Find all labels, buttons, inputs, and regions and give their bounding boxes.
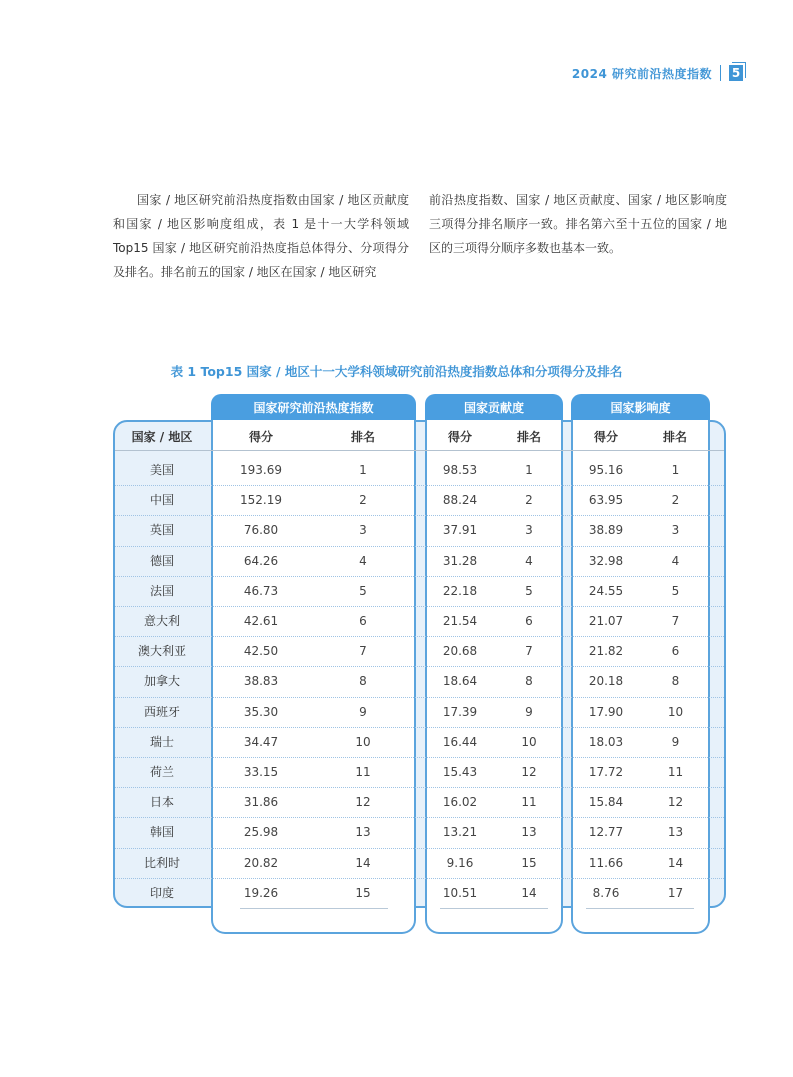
group-header-heat-index: 国家研究前沿热度指数 <box>211 394 416 420</box>
score-cell: 95.16 <box>588 463 624 477</box>
score-cell: 46.73 <box>243 583 279 598</box>
score-cell: 22.18 <box>442 583 478 598</box>
score-cell: 25.98 <box>243 825 279 840</box>
rank-cell: 4 <box>525 553 533 568</box>
rank-cell: 10 <box>355 734 371 749</box>
rank-cell: 10 <box>521 734 537 749</box>
country-cell: 澳大利亚 <box>137 644 186 659</box>
score-cell: 21.82 <box>588 644 624 659</box>
score-cell: 37.91 <box>442 523 478 538</box>
score-cell: 18.03 <box>588 734 624 749</box>
rank-cell: 11 <box>667 765 684 779</box>
rank-cell: 15 <box>355 885 371 900</box>
rank-cell: 8 <box>359 674 367 689</box>
rank-cell: 13 <box>667 825 684 840</box>
rank-cell: 7 <box>359 644 367 659</box>
score-cell: 11.66 <box>588 855 624 870</box>
score-cell: 20.18 <box>588 674 624 689</box>
rank-cell: 1 <box>671 463 680 477</box>
score-cell: 63.95 <box>588 493 624 508</box>
score-cell: 64.26 <box>243 553 279 568</box>
score-cell: 17.39 <box>442 704 478 719</box>
rank-cell: 6 <box>359 614 367 628</box>
rank-cell: 2 <box>671 493 680 508</box>
rank-cell: 1 <box>359 463 367 477</box>
rank-cell: 7 <box>525 644 533 659</box>
country-cell: 美国 <box>149 463 174 477</box>
rank-cell: 7 <box>671 614 680 628</box>
rank-cell: 8 <box>525 674 533 689</box>
country-cell: 法国 <box>149 583 174 598</box>
bottom-rule <box>440 908 548 909</box>
score-cell: 12.77 <box>588 825 624 840</box>
score-cell: 32.98 <box>588 553 624 568</box>
score-cell: 38.83 <box>243 674 279 689</box>
country-cell: 德国 <box>149 553 174 568</box>
running-header <box>572 64 743 82</box>
score-cell: 98.53 <box>442 463 478 477</box>
score-cell: 16.02 <box>442 795 478 810</box>
paragraph-right-column: 前沿热度指数、国家 / 地区贡献度、国家 / 地区影响度三项得分排名顺序一致。排名第六至十五位的国家 / 地区的三项得分顺序多数也基本一致。 <box>429 193 727 255</box>
header-rule <box>115 450 724 451</box>
rank-cell: 15 <box>521 855 537 870</box>
column-header-score: 得分 <box>593 430 618 444</box>
score-cell: 31.86 <box>243 795 279 810</box>
group-header-influence: 国家影响度 <box>571 394 710 420</box>
column-header-score: 得分 <box>447 430 472 444</box>
score-cell: 13.21 <box>442 825 478 840</box>
rank-cell: 10 <box>667 704 684 719</box>
score-cell: 15.43 <box>442 765 478 779</box>
rank-cell: 11 <box>521 795 537 810</box>
rank-cell: 1 <box>525 463 533 477</box>
country-cell: 印度 <box>149 885 174 900</box>
country-cell: 中国 <box>149 493 174 508</box>
rank-cell: 12 <box>355 795 371 810</box>
paragraph-left-column: 国家 / 地区研究前沿热度指数由国家 / 地区贡献度和国家 / 地区影响度组成，表 1 是十一大学科领域 Top15 国家 / 地区研究前沿热度指总体得分、分项得分及排名。排名前五的国家 / 地区在国家 / 地区研究 <box>113 193 409 279</box>
country-cell: 瑞士 <box>149 734 174 749</box>
score-cell: 35.30 <box>243 704 279 719</box>
rank-cell: 13 <box>355 825 371 840</box>
score-cell: 18.64 <box>442 674 478 689</box>
header-title: 2024 研究前沿热度指数 <box>571 66 712 81</box>
rank-cell: 3 <box>525 523 533 538</box>
score-cell: 21.07 <box>588 614 624 628</box>
rank-cell: 3 <box>359 523 367 538</box>
score-cell: 9.16 <box>446 855 474 870</box>
score-cell: 20.82 <box>243 855 279 870</box>
score-cell: 42.61 <box>243 614 279 628</box>
rank-cell: 13 <box>521 825 537 840</box>
header-divider <box>720 65 721 81</box>
column-header-rank: 排名 <box>350 430 375 444</box>
group-header-contribution: 国家贡献度 <box>425 394 563 420</box>
score-cell: 19.26 <box>243 885 279 900</box>
country-cell: 意大利 <box>143 614 180 628</box>
bottom-rule <box>240 908 388 909</box>
rank-cell: 9 <box>525 704 533 719</box>
score-cell: 31.28 <box>442 553 478 568</box>
rank-cell: 4 <box>671 553 680 568</box>
country-cell: 英国 <box>149 523 174 538</box>
rank-cell: 9 <box>359 704 367 719</box>
rank-cell: 14 <box>667 855 684 870</box>
table-caption: 表 1 Top15 国家 / 地区十一大学科领域研究前沿热度指数总体和分项得分及排名 <box>170 364 623 379</box>
score-cell: 8.76 <box>592 885 620 900</box>
score-cell: 193.69 <box>240 463 282 477</box>
rank-cell: 5 <box>359 583 367 598</box>
score-cell: 21.54 <box>442 614 478 628</box>
score-cell: 33.15 <box>243 765 279 779</box>
score-cell: 152.19 <box>240 493 282 508</box>
column-header-country: 国家 / 地区 <box>131 430 193 444</box>
country-cell: 比利时 <box>143 855 180 870</box>
score-cell: 10.51 <box>442 885 478 900</box>
rank-cell: 6 <box>671 644 680 659</box>
rank-cell: 12 <box>667 795 684 810</box>
score-cell: 15.84 <box>588 795 624 810</box>
score-cell: 34.47 <box>243 734 279 749</box>
column-header-score: 得分 <box>248 430 273 444</box>
rank-cell: 14 <box>355 855 371 870</box>
country-cell: 西班牙 <box>143 704 180 719</box>
score-cell: 88.24 <box>442 493 478 508</box>
score-cell: 24.55 <box>588 583 624 598</box>
rank-cell: 17 <box>667 885 684 900</box>
bottom-rule <box>586 908 694 909</box>
column-header-rank: 排名 <box>516 430 541 444</box>
score-cell: 16.44 <box>442 734 478 749</box>
rank-cell: 9 <box>671 734 680 749</box>
score-cell: 42.50 <box>243 644 279 659</box>
rank-cell: 6 <box>525 614 533 628</box>
rank-cell: 11 <box>355 765 371 779</box>
country-cell: 日本 <box>149 795 174 810</box>
rank-cell: 3 <box>671 523 680 538</box>
rank-cell: 5 <box>525 583 533 598</box>
rank-cell: 2 <box>359 493 367 508</box>
rank-cell: 4 <box>359 553 367 568</box>
country-cell: 加拿大 <box>143 674 180 689</box>
country-cell: 荷兰 <box>149 765 174 779</box>
score-cell: 38.89 <box>588 523 624 538</box>
rank-cell: 2 <box>525 493 533 508</box>
country-cell: 韩国 <box>149 825 174 840</box>
column-header-rank: 排名 <box>662 430 687 444</box>
rank-cell: 8 <box>671 674 680 689</box>
score-cell: 17.90 <box>588 704 624 719</box>
page-number: 5 <box>729 65 743 81</box>
rank-cell: 14 <box>521 885 537 900</box>
rank-cell: 5 <box>671 583 680 598</box>
score-cell: 20.68 <box>442 644 478 659</box>
score-cell: 17.72 <box>588 765 624 779</box>
rank-cell: 12 <box>521 765 537 779</box>
score-cell: 76.80 <box>243 523 279 538</box>
